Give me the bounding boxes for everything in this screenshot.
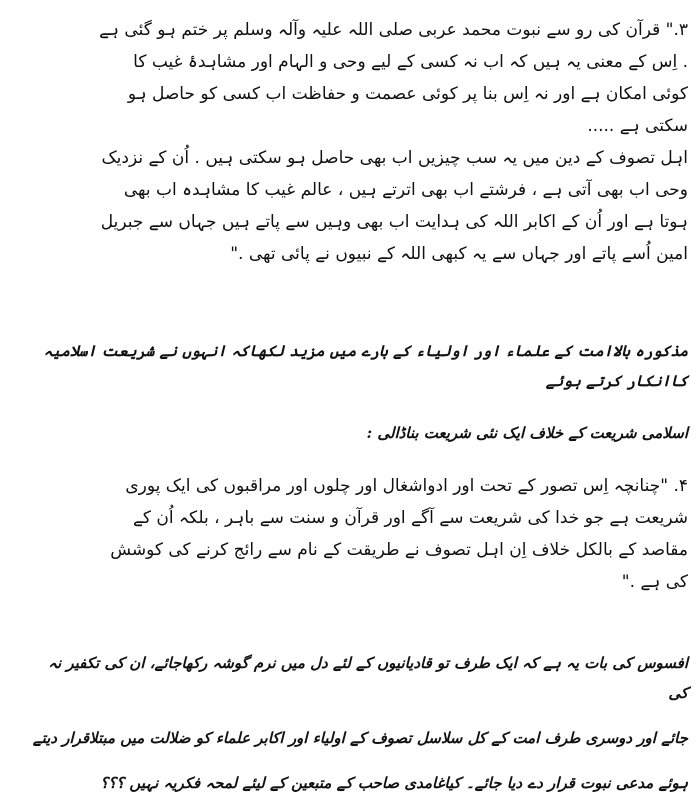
text-line: . اِس کے معنی یہ ہیں کہ اب نہ کسی کے لیے وحی و الہام اور مشاہدۂ غیب کا: [133, 52, 688, 72]
text-line: وحی اب بھی آتی ہے ، فرشتے اب بھی اترتے ہیں ، عالم غیب کا مشاہدہ اب بھی: [123, 180, 688, 200]
text-line: مقاصد کے بالکل خلاف اِن اہل تصوف نے طریقت کے نام سے رائج کرنے کی کوشش: [110, 540, 688, 560]
text-line: شریعت ہے جو خدا کی شریعت سے آگے اور قرآن و سنت سے باہر ، بلکہ اُن کے: [132, 508, 688, 528]
intro-paragraph: [26, 336, 688, 448]
quote-3-continued: [26, 142, 688, 270]
text-line: امین اُسے پاتے اور جہاں سے یہ کبھی اللہ کے نبیوں نے پائی تھی .": [230, 244, 688, 264]
text-line: کوئی امکان ہے اور نہ اِس بنا پر کوئی عصمت و حفاظت اب کسی کو حاصل ہو: [127, 84, 688, 104]
text-line: سکتی ہے .....: [587, 116, 688, 136]
text-line: ۴. "چنانچہ اِس تصور کے تحت اور ادواشغال اور چلوں اور مراقبوں کی ایک پوری: [125, 476, 688, 496]
text-line: ۳." قرآن کی رو سے نبوت محمد عربی صلی اللہ علیہ وآلہ وسلم پر ختم ہو گئی ہے: [99, 20, 688, 40]
quote-3: [26, 14, 688, 142]
conclusion-paragraph: [26, 648, 688, 798]
text-line: اہل تصوف کے دین میں یہ سب چیزیں اب بھی حاصل ہو سکتی ہیں . اُن کے نزدیک: [101, 148, 688, 168]
text-line: کی ہے .": [621, 572, 688, 592]
text-line: افسوس کی بات یہ ہے کہ ایک طرف تو قادیانیوں کے لئے دل میں نرم گوشہ رکھاجائے، ان کی تکفیر نہ کی: [48, 654, 688, 702]
quote-4: [26, 470, 688, 598]
text-line: جائے اور دوسری طرف امت کے کل سلاسل تصوف کے اولیاء اور اکابر علماء کو ضلالت میں مبتلاقرار دیتے: [32, 729, 688, 747]
text-line: ہوئے مدعی نبوت قرار دے دیا جائے۔ کیاغامدی صاحب کے متبعین کے لیئے لمحہ فکریہ نہیں ؟؟؟: [100, 774, 688, 792]
text-line: ہوتا ہے اور اُن کے اکابر اللہ کی ہدایت اب بھی وہیں سے پاتے ہیں جہاں سے جبریل: [100, 212, 688, 232]
text-line: مذکورہ بالاامت کے علماء اور اولیاء کے بارے میں مزید لکھاکہ انہوں نے شریعت اسلامیہ کاانکار کرتے ہوئے: [43, 342, 688, 390]
text-line: اسلامی شریعت کے خلاف ایک نئی شریعت بناڈالی :: [366, 424, 688, 442]
